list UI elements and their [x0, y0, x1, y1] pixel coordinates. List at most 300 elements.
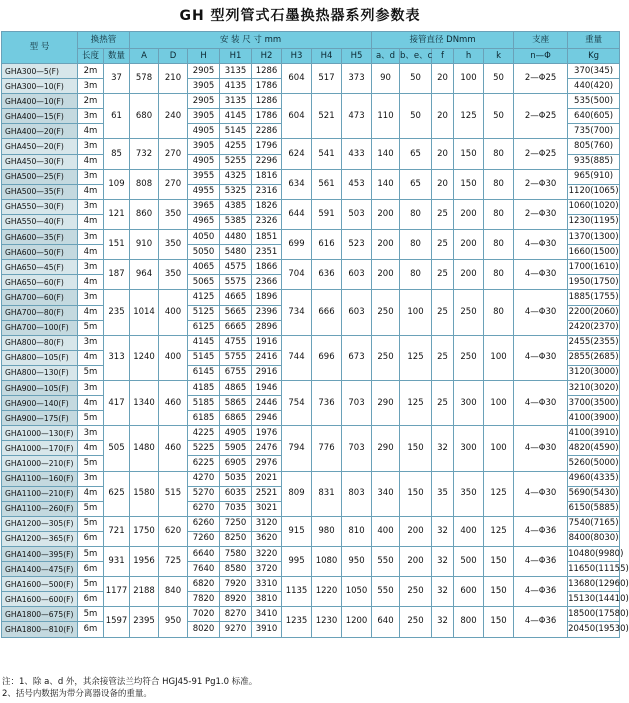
table-body — [2, 64, 629, 638]
cell-a: 2395 — [130, 607, 159, 637]
cell-h5: 703 — [342, 426, 372, 471]
cell-h: 4955 — [188, 184, 220, 199]
cell-h: 8020 — [188, 622, 220, 637]
note-2: 2、括号内数据为带分离器设备的重量。 — [2, 689, 152, 699]
weight-cell: 2855(2685) — [568, 350, 620, 365]
table-row — [2, 607, 620, 622]
length-cell: 6m — [78, 531, 104, 546]
cell-count: 1597 — [104, 607, 130, 637]
cell-support: 2—Φ30 — [514, 169, 568, 199]
cell-h1: 6755 — [220, 365, 252, 380]
cell-a: 680 — [130, 94, 159, 139]
cell-bec: 150 — [400, 426, 432, 471]
cell-h: 200 — [454, 230, 484, 260]
cell-h3: 634 — [282, 169, 312, 199]
cell-h2: 2021 — [252, 471, 282, 486]
cell-k: 100 — [484, 426, 514, 471]
cell-a: 910 — [130, 230, 159, 260]
cell-k: 80 — [484, 260, 514, 290]
cell-h: 3955 — [188, 169, 220, 184]
cell-a: 1750 — [130, 516, 159, 546]
cell-h1: 4255 — [220, 139, 252, 154]
cell-h2: 2326 — [252, 214, 282, 229]
cell-h1: 8270 — [220, 607, 252, 622]
cell-h1: 7250 — [220, 516, 252, 531]
cell-ad: 640 — [372, 607, 400, 637]
cell-h3: 734 — [282, 290, 312, 335]
weight-cell: 11650(11155) — [568, 562, 620, 577]
cell-h: 125 — [454, 94, 484, 139]
cell-h1: 9270 — [220, 622, 252, 637]
cell-h2: 3620 — [252, 531, 282, 546]
cell-k: 80 — [484, 230, 514, 260]
weight-cell: 15130(14410) — [568, 592, 620, 607]
cell-a: 2188 — [130, 577, 159, 607]
cell-h: 3905 — [188, 79, 220, 94]
model-cell: GHA400—10(F) — [2, 94, 78, 109]
weight-cell: 5690(5430) — [568, 486, 620, 501]
header-length: 长度 — [78, 49, 104, 64]
cell-h3: 704 — [282, 260, 312, 290]
length-cell: 2m — [78, 64, 104, 79]
cell-ad: 290 — [372, 380, 400, 425]
cell-k: 125 — [484, 516, 514, 546]
header-ad: a、d — [372, 49, 400, 64]
weight-cell: 5260(5000) — [568, 456, 620, 471]
cell-h: 600 — [454, 577, 484, 607]
length-cell: 6m — [78, 622, 104, 637]
cell-h: 2905 — [188, 64, 220, 79]
cell-a: 1340 — [130, 380, 159, 425]
cell-h5: 503 — [342, 199, 372, 229]
header-weight-unit: Kg — [568, 49, 620, 64]
cell-count: 1177 — [104, 577, 130, 607]
model-cell: GHA300—10(F) — [2, 79, 78, 94]
cell-h: 2905 — [188, 94, 220, 109]
table-row — [2, 230, 620, 245]
cell-ad: 400 — [372, 516, 400, 546]
length-cell: 4m — [78, 275, 104, 290]
length-cell: 4m — [78, 154, 104, 169]
cell-h2: 3120 — [252, 516, 282, 531]
cell-h4: 616 — [312, 230, 342, 260]
parameter-table-container — [1, 31, 629, 638]
cell-support: 4—Φ36 — [514, 577, 568, 607]
cell-h: 7260 — [188, 531, 220, 546]
weight-cell: 6150(5885) — [568, 501, 620, 516]
note-1: 注：1、除 a、d 外，其余接管法兰均符合 HGJ45-91 Pg1.0 标准。 — [2, 677, 258, 687]
cell-h1: 8250 — [220, 531, 252, 546]
weight-cell: 3700(3500) — [568, 396, 620, 411]
cell-h: 6820 — [188, 577, 220, 592]
cell-d: 400 — [159, 290, 188, 335]
table-row — [2, 471, 620, 486]
weight-cell: 935(885) — [568, 154, 620, 169]
cell-h1: 7035 — [220, 501, 252, 516]
cell-f: 32 — [432, 577, 454, 607]
cell-bec: 100 — [400, 290, 432, 335]
cell-h: 4050 — [188, 230, 220, 245]
cell-bec: 80 — [400, 230, 432, 260]
cell-h5: 673 — [342, 335, 372, 380]
header-bec: b、e、c — [400, 49, 432, 64]
cell-count: 61 — [104, 94, 130, 139]
cell-a: 860 — [130, 199, 159, 229]
model-cell: GHA650—45(F) — [2, 260, 78, 275]
model-cell: GHA900—140(F) — [2, 396, 78, 411]
model-cell: GHA550—40(F) — [2, 214, 78, 229]
cell-a: 964 — [130, 260, 159, 290]
length-cell: 3m — [78, 335, 104, 350]
cell-h1: 4145 — [220, 109, 252, 124]
cell-h1: 6905 — [220, 456, 252, 471]
cell-h5: 603 — [342, 260, 372, 290]
model-cell: GHA1100—260(F) — [2, 501, 78, 516]
weight-cell: 640(605) — [568, 109, 620, 124]
cell-h3: 915 — [282, 516, 312, 546]
cell-h: 5145 — [188, 350, 220, 365]
cell-h: 4145 — [188, 335, 220, 350]
cell-a: 1480 — [130, 426, 159, 471]
cell-h: 4270 — [188, 471, 220, 486]
weight-cell: 4100(3900) — [568, 411, 620, 426]
cell-d: 350 — [159, 199, 188, 229]
cell-h2: 3310 — [252, 577, 282, 592]
cell-h: 500 — [454, 547, 484, 577]
cell-h: 6185 — [188, 411, 220, 426]
cell-h2: 2296 — [252, 154, 282, 169]
cell-h: 6225 — [188, 456, 220, 471]
model-cell: GHA700—60(F) — [2, 290, 78, 305]
cell-count: 85 — [104, 139, 130, 169]
cell-ad: 200 — [372, 199, 400, 229]
cell-bec: 80 — [400, 199, 432, 229]
cell-h2: 3220 — [252, 547, 282, 562]
cell-k: 125 — [484, 471, 514, 516]
cell-h1: 4325 — [220, 169, 252, 184]
header-h: H — [188, 49, 220, 64]
table-row — [2, 516, 620, 531]
weight-cell: 370(345) — [568, 64, 620, 79]
table-row — [2, 380, 620, 395]
cell-h2: 3910 — [252, 622, 282, 637]
weight-cell: 1950(1750) — [568, 275, 620, 290]
model-cell: GHA450—20(F) — [2, 139, 78, 154]
cell-f: 20 — [432, 139, 454, 169]
model-cell: GHA500—35(F) — [2, 184, 78, 199]
cell-h4: 521 — [312, 94, 342, 139]
cell-h1: 5575 — [220, 275, 252, 290]
weight-cell: 13680(12960) — [568, 577, 620, 592]
cell-ad: 290 — [372, 426, 400, 471]
cell-h2: 1826 — [252, 199, 282, 214]
cell-f: 20 — [432, 169, 454, 199]
cell-h: 350 — [454, 471, 484, 516]
cell-h2: 3720 — [252, 562, 282, 577]
model-cell: GHA600—50(F) — [2, 245, 78, 260]
cell-d: 460 — [159, 426, 188, 471]
cell-h1: 8920 — [220, 592, 252, 607]
cell-support: 4—Φ30 — [514, 230, 568, 260]
cell-count: 109 — [104, 169, 130, 199]
cell-h: 7640 — [188, 562, 220, 577]
cell-h4: 666 — [312, 290, 342, 335]
length-cell: 4m — [78, 486, 104, 501]
cell-h4: 1230 — [312, 607, 342, 637]
length-cell: 3m — [78, 290, 104, 305]
length-cell: 4m — [78, 184, 104, 199]
cell-bec: 200 — [400, 547, 432, 577]
model-cell: GHA400—20(F) — [2, 124, 78, 139]
cell-h2: 2286 — [252, 124, 282, 139]
header-h-nozzle: h — [454, 49, 484, 64]
cell-h1: 5665 — [220, 305, 252, 320]
length-cell: 4m — [78, 245, 104, 260]
length-cell: 5m — [78, 607, 104, 622]
cell-h: 100 — [454, 64, 484, 94]
cell-ad: 140 — [372, 169, 400, 199]
length-cell: 3m — [78, 471, 104, 486]
cell-bec: 125 — [400, 335, 432, 380]
cell-h2: 2976 — [252, 456, 282, 471]
weight-cell: 4820(4590) — [568, 441, 620, 456]
header-h5: H5 — [342, 49, 372, 64]
cell-d: 400 — [159, 335, 188, 380]
weight-cell: 965(910) — [568, 169, 620, 184]
cell-h2: 1896 — [252, 290, 282, 305]
cell-ad: 200 — [372, 230, 400, 260]
cell-h2: 2316 — [252, 184, 282, 199]
cell-h: 200 — [454, 260, 484, 290]
cell-h: 4905 — [188, 154, 220, 169]
length-cell: 5m — [78, 320, 104, 335]
cell-f: 25 — [432, 335, 454, 380]
cell-a: 1580 — [130, 471, 159, 516]
cell-h: 4125 — [188, 290, 220, 305]
header-support: 支座 — [514, 32, 568, 49]
model-cell: GHA800—80(F) — [2, 335, 78, 350]
cell-h4: 636 — [312, 260, 342, 290]
length-cell: 3m — [78, 199, 104, 214]
cell-h2: 1286 — [252, 64, 282, 79]
cell-h: 5125 — [188, 305, 220, 320]
cell-k: 150 — [484, 547, 514, 577]
table-row — [2, 94, 620, 109]
cell-h2: 1946 — [252, 380, 282, 395]
cell-h1: 5385 — [220, 214, 252, 229]
cell-h1: 4480 — [220, 230, 252, 245]
cell-d: 950 — [159, 607, 188, 637]
cell-h1: 6035 — [220, 486, 252, 501]
cell-d: 270 — [159, 169, 188, 199]
table-row — [2, 547, 620, 562]
weight-cell: 4100(3910) — [568, 426, 620, 441]
cell-h2: 1286 — [252, 94, 282, 109]
cell-h: 4905 — [188, 124, 220, 139]
cell-support: 4—Φ36 — [514, 547, 568, 577]
model-cell: GHA1000—130(F) — [2, 426, 78, 441]
cell-k: 80 — [484, 139, 514, 169]
cell-h1: 7920 — [220, 577, 252, 592]
length-cell: 4m — [78, 396, 104, 411]
cell-h: 3965 — [188, 199, 220, 214]
model-cell: GHA900—105(F) — [2, 380, 78, 395]
cell-h: 6145 — [188, 365, 220, 380]
table-row — [2, 335, 620, 350]
cell-count: 121 — [104, 199, 130, 229]
cell-a: 732 — [130, 139, 159, 169]
weight-cell: 1700(1610) — [568, 260, 620, 275]
length-cell: 3m — [78, 260, 104, 275]
cell-h1: 5325 — [220, 184, 252, 199]
cell-ad: 110 — [372, 94, 400, 139]
cell-h3: 624 — [282, 139, 312, 169]
table-row — [2, 290, 620, 305]
table-row — [2, 139, 620, 154]
cell-support: 2—Φ25 — [514, 139, 568, 169]
model-cell: GHA500—25(F) — [2, 169, 78, 184]
cell-h3: 995 — [282, 547, 312, 577]
cell-k: 150 — [484, 607, 514, 637]
cell-h2: 1976 — [252, 426, 282, 441]
cell-h: 7020 — [188, 607, 220, 622]
length-cell: 5m — [78, 365, 104, 380]
cell-h4: 980 — [312, 516, 342, 546]
cell-h: 200 — [454, 199, 484, 229]
cell-h: 7820 — [188, 592, 220, 607]
cell-h: 4225 — [188, 426, 220, 441]
weight-cell: 2200(2060) — [568, 305, 620, 320]
cell-bec: 125 — [400, 380, 432, 425]
model-cell: GHA1100—160(F) — [2, 471, 78, 486]
length-cell: 5m — [78, 456, 104, 471]
cell-support: 2—Φ25 — [514, 64, 568, 94]
cell-h2: 2416 — [252, 350, 282, 365]
cell-h3: 794 — [282, 426, 312, 471]
length-cell: 2m — [78, 94, 104, 109]
weight-cell: 18500(17580) — [568, 607, 620, 622]
cell-d: 725 — [159, 547, 188, 577]
cell-h3: 604 — [282, 94, 312, 139]
cell-h3: 1235 — [282, 607, 312, 637]
cell-d: 460 — [159, 380, 188, 425]
weight-cell: 3210(3020) — [568, 380, 620, 395]
cell-k: 50 — [484, 94, 514, 139]
weight-cell: 1120(1065) — [568, 184, 620, 199]
model-cell: GHA700—80(F) — [2, 305, 78, 320]
cell-d: 840 — [159, 577, 188, 607]
length-cell: 3m — [78, 139, 104, 154]
cell-h2: 2521 — [252, 486, 282, 501]
length-cell: 5m — [78, 501, 104, 516]
cell-bec: 65 — [400, 139, 432, 169]
cell-h5: 523 — [342, 230, 372, 260]
header-model: 型 号 — [2, 32, 78, 64]
cell-k: 80 — [484, 290, 514, 335]
weight-cell: 1370(1300) — [568, 230, 620, 245]
cell-h1: 4755 — [220, 335, 252, 350]
cell-support: 2—Φ30 — [514, 199, 568, 229]
cell-d: 620 — [159, 516, 188, 546]
table-row — [2, 169, 620, 184]
length-cell: 6m — [78, 562, 104, 577]
model-cell: GHA1100—210(F) — [2, 486, 78, 501]
cell-h5: 603 — [342, 290, 372, 335]
cell-h: 4065 — [188, 260, 220, 275]
length-cell: 5m — [78, 516, 104, 531]
cell-support: 4—Φ30 — [514, 426, 568, 471]
cell-ad: 250 — [372, 335, 400, 380]
cell-h3: 604 — [282, 64, 312, 94]
cell-support: 4—Φ30 — [514, 380, 568, 425]
cell-h1: 5145 — [220, 124, 252, 139]
cell-h: 300 — [454, 426, 484, 471]
cell-h: 300 — [454, 380, 484, 425]
cell-h: 5225 — [188, 441, 220, 456]
model-cell: GHA1200—305(F) — [2, 516, 78, 531]
cell-f: 25 — [432, 380, 454, 425]
cell-h: 5065 — [188, 275, 220, 290]
cell-support: 4—Φ36 — [514, 516, 568, 546]
cell-h4: 517 — [312, 64, 342, 94]
model-cell: GHA1800—810(F) — [2, 622, 78, 637]
cell-h1: 6865 — [220, 411, 252, 426]
header-h4: H4 — [312, 49, 342, 64]
length-cell: 5m — [78, 547, 104, 562]
cell-h1: 8580 — [220, 562, 252, 577]
cell-support: 4—Φ30 — [514, 335, 568, 380]
weight-cell: 8400(8030) — [568, 531, 620, 546]
model-cell: GHA1400—395(F) — [2, 547, 78, 562]
model-cell: GHA900—175(F) — [2, 411, 78, 426]
cell-d: 350 — [159, 260, 188, 290]
page-title: GH 型列管式石墨换热器系列参数表 — [179, 8, 421, 24]
cell-h1: 4575 — [220, 260, 252, 275]
model-cell: GHA600—35(F) — [2, 230, 78, 245]
length-cell: 4m — [78, 305, 104, 320]
cell-a: 1956 — [130, 547, 159, 577]
cell-h3: 644 — [282, 199, 312, 229]
cell-h: 400 — [454, 516, 484, 546]
cell-h2: 3410 — [252, 607, 282, 622]
cell-h1: 4865 — [220, 380, 252, 395]
length-cell: 4m — [78, 124, 104, 139]
cell-f: 35 — [432, 471, 454, 516]
length-cell: 6m — [78, 592, 104, 607]
cell-h1: 4135 — [220, 79, 252, 94]
cell-h2: 2916 — [252, 365, 282, 380]
cell-h3: 1135 — [282, 577, 312, 607]
cell-h: 250 — [454, 335, 484, 380]
model-cell: GHA700—100(F) — [2, 320, 78, 335]
weight-cell: 735(700) — [568, 124, 620, 139]
length-cell: 3m — [78, 169, 104, 184]
cell-h1: 3135 — [220, 64, 252, 79]
cell-bec: 150 — [400, 471, 432, 516]
cell-h2: 1816 — [252, 169, 282, 184]
cell-k: 100 — [484, 380, 514, 425]
cell-h1: 5905 — [220, 441, 252, 456]
weight-cell: 3120(3000) — [568, 365, 620, 380]
weight-cell: 1660(1500) — [568, 245, 620, 260]
cell-count: 151 — [104, 230, 130, 260]
cell-h5: 950 — [342, 547, 372, 577]
cell-k: 80 — [484, 169, 514, 199]
model-cell: GHA1200—365(F) — [2, 531, 78, 546]
cell-bec: 50 — [400, 94, 432, 139]
cell-bec: 250 — [400, 607, 432, 637]
cell-h1: 5865 — [220, 396, 252, 411]
